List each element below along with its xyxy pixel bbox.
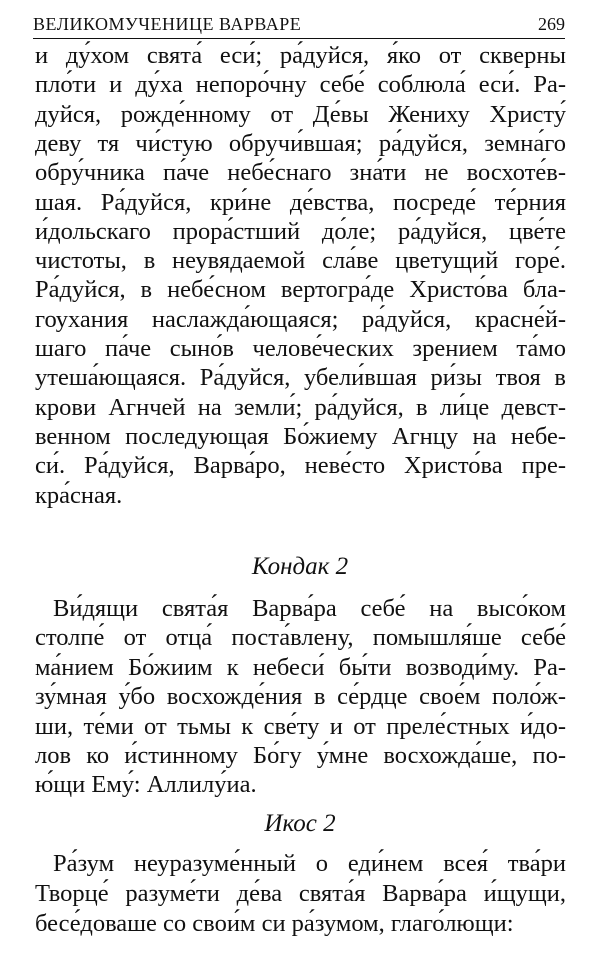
text-line: Ра́зум неуразуме́нный о еди́нем всея́ тва́ри	[53, 850, 566, 877]
text-line: и ду́хом свята́ еси́; ра́дуйся, я́ко от скверны	[35, 42, 566, 69]
page-number: 269	[538, 14, 565, 34]
text-line: столпе́ от отца́ поста́влену, помышля́ше себе́	[35, 624, 566, 652]
running-header	[33, 8, 565, 39]
text-line: гоухания наслажда́ющаяся; ра́дуйся, красне́й-	[35, 305, 566, 333]
text-line: деву тя чи́стую обручи́вшая; ра́дуйся, земна́го	[35, 129, 566, 157]
text-line: венном последующая Бо́жиему Агнцу на небе-	[35, 422, 566, 450]
kondak-heading: Кондак 2	[251, 553, 349, 580]
text-line: пло́ти и ду́ха непоро́чну себе́ соблюла́ еси́. Ра-	[35, 71, 566, 99]
text-line: Ра́дуйся, в небе́сном вертогра́де Христо́ва бла-	[35, 276, 566, 304]
text-line: Ви́дящи свята́я Варва́ра себе́ на высо́ком	[53, 595, 566, 622]
text-line: зу́мная у́бо восхожде́ния в се́рдце свое́м поло́ж-	[35, 683, 566, 711]
text-line: Творце́ разуме́ти де́ва свята́я Варва́ра и́щущи,	[35, 880, 566, 907]
text-line: обру́чника па́че небе́снаго зна́ти не восхоте́в-	[35, 159, 566, 187]
ikos-heading: Икос 2	[264, 810, 336, 837]
text-line: ю́щи Ему́: Аллилу́иа.	[35, 771, 257, 799]
text-line: ши, те́ми от тьмы к све́ту и от преле́стных и́до-	[35, 712, 566, 740]
text-line: утеша́ющаяся. Ра́дуйся, убели́вшая ри́зы твоя в	[35, 364, 566, 392]
text-line: кра́сная.	[35, 481, 123, 509]
text-line: лов ко и́стинному Бо́гу у́мне восхожда́ше, по-	[35, 742, 566, 769]
text-line: крови Агнчей на земли́; ра́дуйся, в ли́це девст-	[35, 393, 566, 421]
text-line: си́. Ра́дуйся, Варва́ро, неве́сто Христо́ва пре-	[35, 452, 566, 480]
text-line: шаго па́че сыно́в челове́ческих зрением та́мо	[35, 335, 566, 362]
text-line: дуйся, рожде́нному от Де́вы Жениху Христу́	[35, 100, 566, 128]
text-line: бесе́доваше со свои́м си ра́зумом, глаго́лющи:	[35, 910, 514, 937]
text-line: ма́нием Бо́жиим к небеси́ бы́ти возводи́му. Ра-	[35, 653, 566, 681]
text-line: и́дольскаго прора́стший до́ле; ра́дуйся, цве́те	[35, 217, 566, 245]
running-title: ВЕЛИКОМУЧЕНИЦЕ ВАРВАРЕ	[33, 14, 302, 34]
text-line: шая. Ра́дуйся, кри́не де́вства, посреде́ те́рния	[35, 188, 566, 216]
text-line: чистоты, в неувядаемой сла́ве цветущий горе́.	[35, 247, 566, 275]
